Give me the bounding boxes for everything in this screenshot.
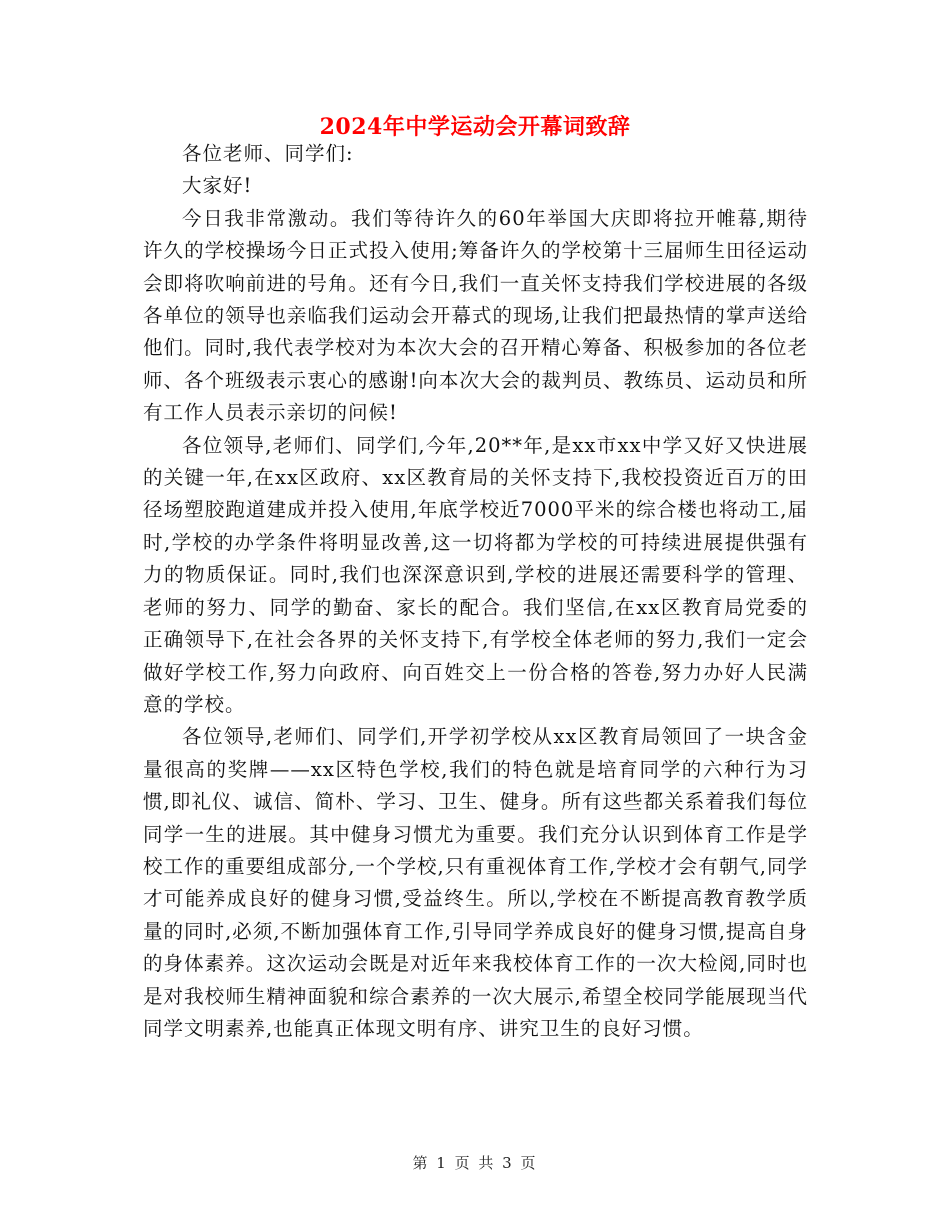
salutation: 各位老师、同学们: <box>182 142 354 165</box>
greeting: 大家好! <box>182 174 253 198</box>
page-footer: 第 1 页 共 3 页 <box>412 1154 538 1172</box>
paragraph: 各位领导,老师们、同学们,开学初学校从xx区教育局领回了一块含金量很高的奖牌——xx区特色学校,我们的特色就是培育同学的六种行为习惯,即礼仪、诚信、简朴、学习、卫生、健身。所有这些都关系着我们每位同学一生的进展。其中健身习惯尤为重要。我们充分认识到体育工作是学校工作的重要组成部分,一个学校,只有重视体育工作,学校才会有朝气,同学才可能养成良好的健身习惯,受益终生。所以,学校在不断提高教育教学质量的同时,必须,不断加强体育工作,引导同学养成良好的健身习惯,提高自身的身体素养。这次运动会既是对近年来我校体育工作的一次大检阅,同时也是对我校师生精神面貌和综合素养的一次大展示,希望全校同学能展现当代同学文明素养,也能真正体现文明有序、讲究卫生的良好习惯。 <box>143 725 808 1040</box>
document-body <box>143 138 808 1045</box>
paragraph: 各位领导,老师们、同学们,今年,20**年,是xx市xx中学又好又快进展的关键一年,在xx区政府、xx区教育局的关怀支持下,我校投资近百万的田径场塑胶跑道建成并投入使用,年底学校近7000平米的综合楼也将动工,届时,学校的办学条件将明显改善,这一切将都为学校的可持续进展提供强有力的物质保证。同时,我们也深深意识到,学校的进展还需要科学的管理、老师的努力、同学的勤奋、家长的配合。我们坚信,在xx区教育局党委的正确领导下,在社会各界的关怀支持下,有学校全体老师的努力,我们一定会做好学校工作,努力向政府、向百姓交上一份合格的答卷,努力办好人民满意的学校。 <box>143 433 808 716</box>
paragraph: 今日我非常激动。我们等待许久的60年举国大庆即将拉开帷幕,期待许久的学校操场今日正式投入使用;筹备许久的学校第十三届师生田径运动会即将吹响前进的号角。还有今日,我们一直关怀支持我们学校进展的各级各单位的领导也亲临我们运动会开幕式的现场,让我们把最热情的掌声送给他们。同时,我代表学校对为本次大会的召开精心筹备、积极参加的各位老师、各个班级表示衷心的感谢!向本次大会的裁判员、教练员、运动员和所有工作人员表示亲切的问候! <box>143 206 808 425</box>
document-title: 2024年中学运动会开幕词致辞 <box>319 114 631 140</box>
